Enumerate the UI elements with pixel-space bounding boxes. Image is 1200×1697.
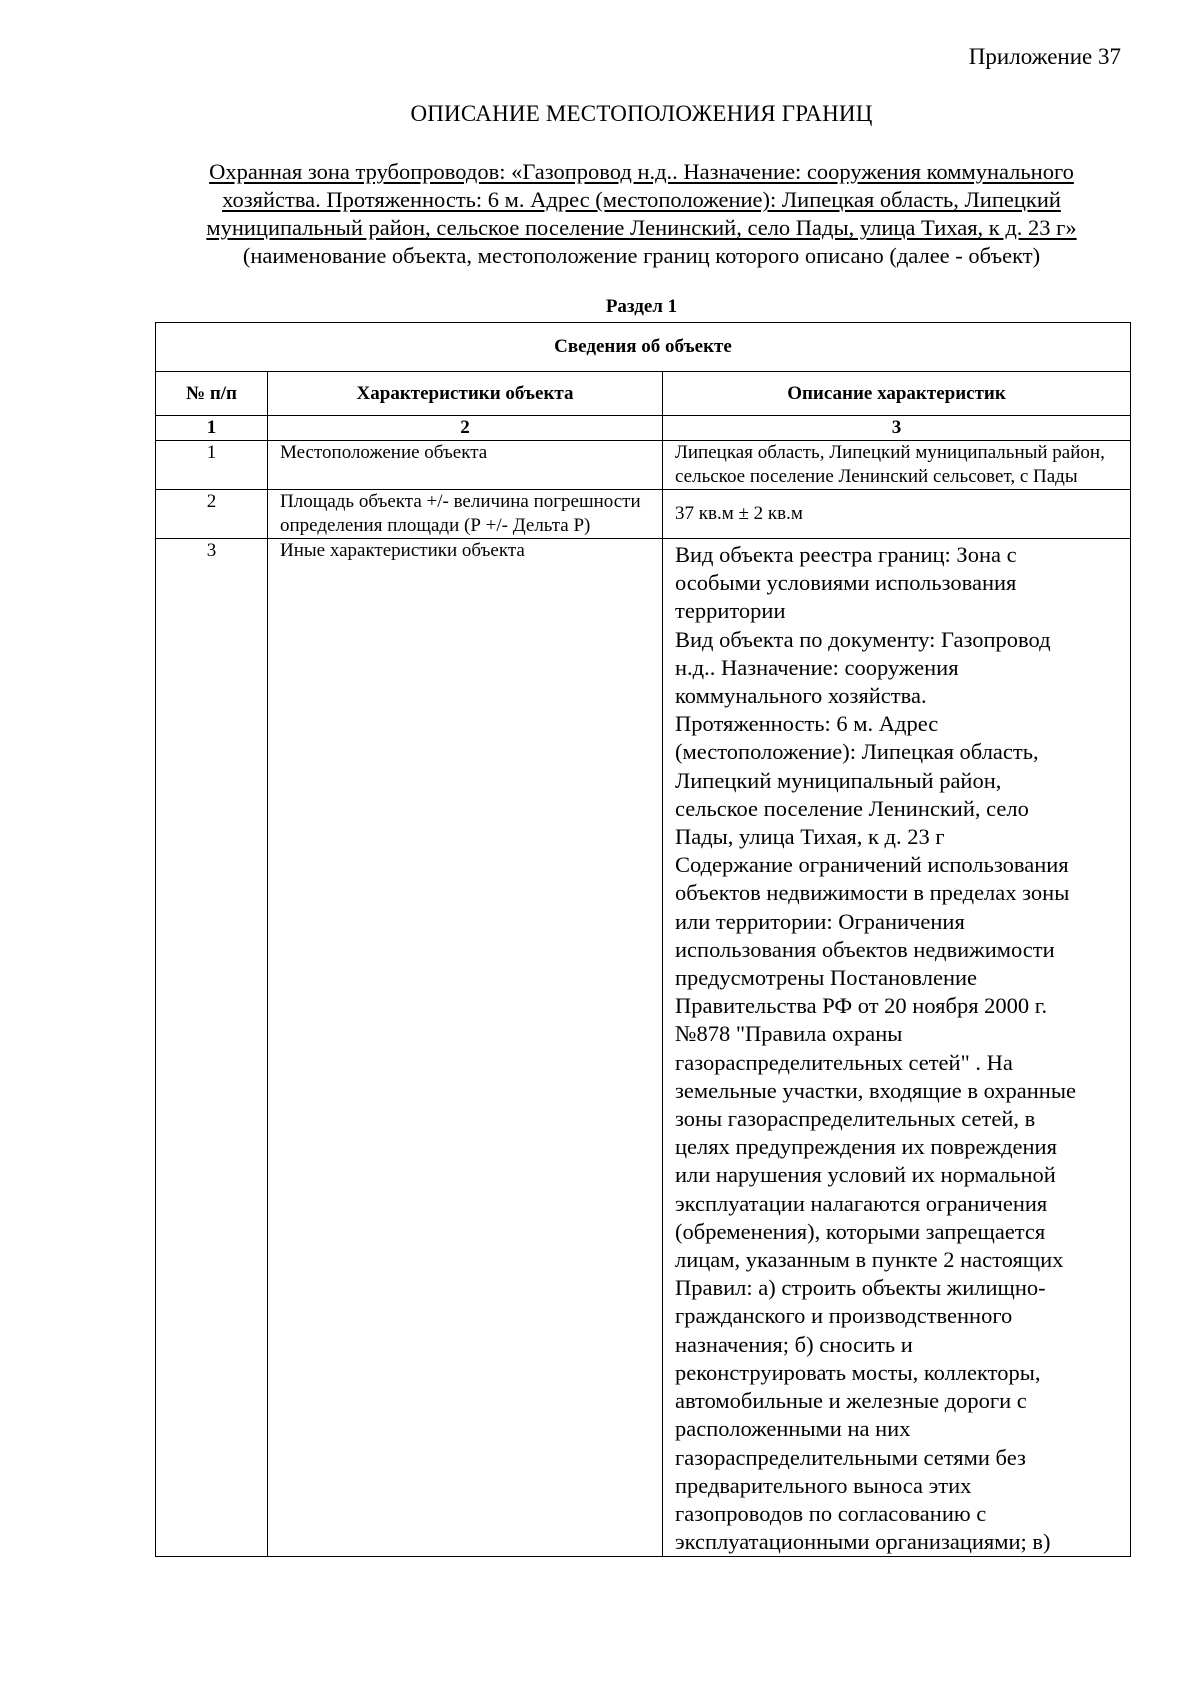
object-name-line: Охранная зона трубопроводов: «Газопровод н.д.. Назначение: сооружения коммунального bbox=[209, 159, 1074, 184]
object-name-line: муниципальный район, сельское поселение Ленинский, село Пады, улица Тихая, к д. 23 г» bbox=[206, 215, 1077, 240]
table-row bbox=[156, 490, 1131, 539]
section-label: Раздел 1 bbox=[605, 296, 678, 317]
row-description: Липецкая область, Липецкий муниципальный район, сельское поселение Ленинский сельсовет, с Пады bbox=[663, 441, 1131, 490]
row-characteristic: Местоположение объекта bbox=[268, 441, 663, 490]
column-number-1: 1 bbox=[156, 416, 268, 441]
object-name-block bbox=[150, 158, 1133, 270]
row-characteristic: Иные характеристики объекта bbox=[268, 539, 663, 1557]
column-number-3: 3 bbox=[663, 416, 1131, 441]
document-title: ОПИСАНИЕ МЕСТОПОЛОЖЕНИЯ ГРАНИЦ bbox=[410, 101, 873, 126]
column-header-number: № п/п bbox=[156, 372, 268, 416]
column-header-description: Описание характеристик bbox=[663, 372, 1131, 416]
appendix-label: Приложение 37 bbox=[968, 44, 1121, 69]
table-title: Сведения об объекте bbox=[156, 323, 1131, 372]
column-number-2: 2 bbox=[268, 416, 663, 441]
object-name-line: хозяйства. Протяженность: 6 м. Адрес (местоположение): Липецкая область, Липецкий bbox=[222, 187, 1061, 212]
column-header-characteristic: Характеристики объекта bbox=[268, 372, 663, 416]
row-characteristic: Площадь объекта +/- величина погрешности определения площади (Р +/- Дельта Р) bbox=[268, 490, 663, 539]
table-row bbox=[156, 441, 1131, 490]
row-number: 1 bbox=[156, 441, 268, 490]
row-number: 2 bbox=[156, 490, 268, 539]
object-name-note: (наименование объекта, местоположение границ которого описано (далее - объект) bbox=[242, 243, 1041, 268]
table-row bbox=[156, 539, 1131, 1557]
row-number: 3 bbox=[156, 539, 268, 1557]
row-description: Вид объекта реестра границ: Зона с особыми условиями использования территории Вид объекта по документу: Газопровод н.д.. Назначение: сооружения коммунального хозяйства. Протяженность: 6 м. Адрес (местоположение): Липецкая область, Липецкий муниципальный район, сельское поселение Ленинский, село Пады, улица Тихая, к д. 23 г Содержание ограничений использования объектов недвижимости в пределах зоны или территории: Ограничения использования объектов недвижимости предусмотрены Постановление Правительства РФ от 20 ноября 2000 г. №878 "Правила охраны газораспределительных сетей" . На земельные участки, входящие в охранные зоны газораспределительных сетей, в целях предупреждения их повреждения или нарушения условий их нормальной эксплуатации налагаются ограничения (обременения), которыми запрещается лицам, указанным в пункте 2 настоящих Правил: а) строить объекты жилищно- гражданского и производственного назначения; б) сносить и реконструировать мосты, коллекторы, автомобильные и железные дороги с расположенными на них газораспределительными сетями без предварительного выноса этих газопроводов по согласованию с эксплуатационными организациями; в) bbox=[663, 539, 1131, 1557]
row-description: 37 кв.м ± 2 кв.м bbox=[663, 490, 1131, 539]
object-info-table bbox=[155, 322, 1131, 1557]
